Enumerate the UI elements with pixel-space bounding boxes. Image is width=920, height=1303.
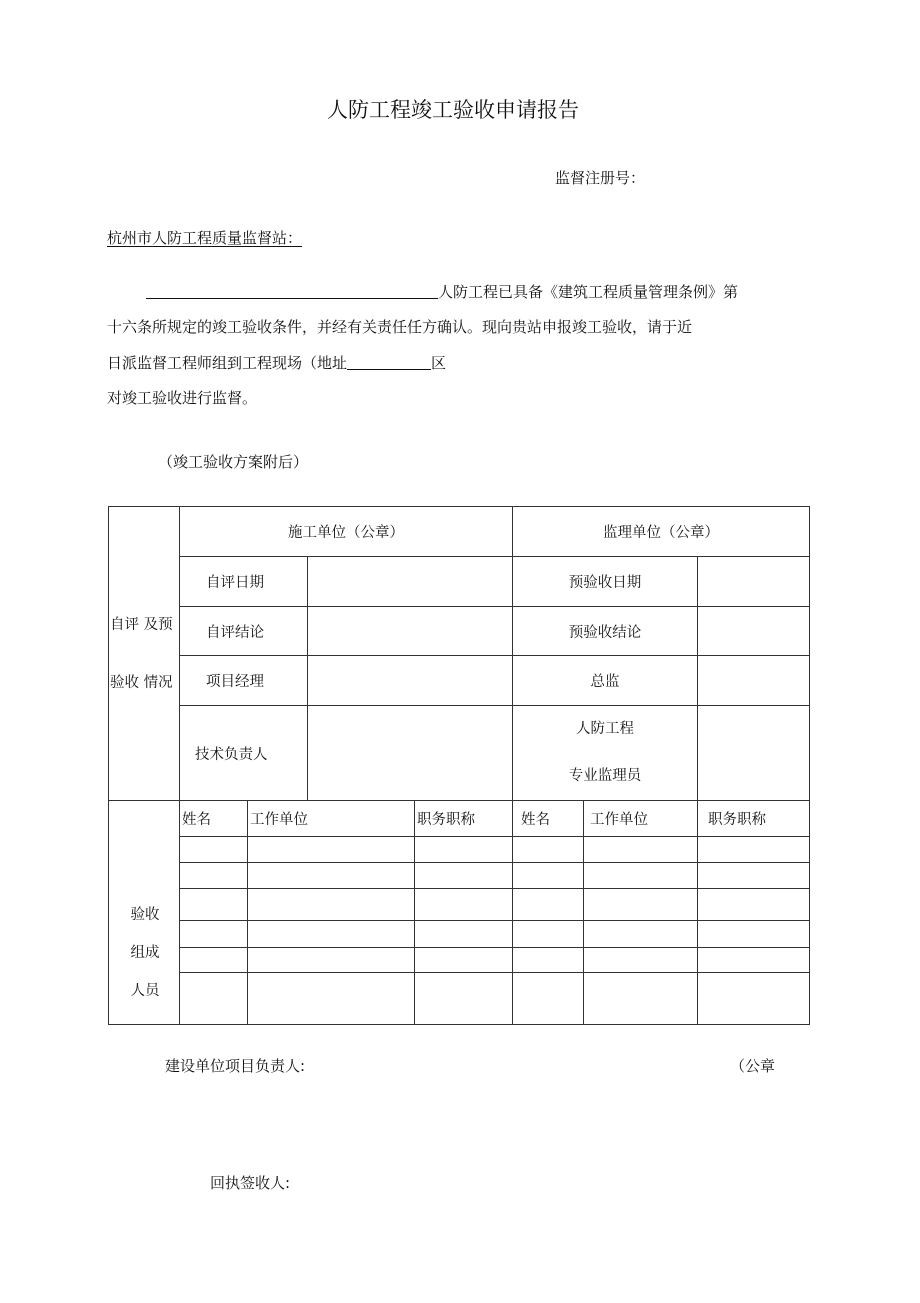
member-cell[interactable] (180, 948, 248, 973)
paragraph-text-3b: 区 (431, 354, 447, 372)
attachment-note: （竣工验收方案附后） (158, 453, 309, 471)
member-cell[interactable] (415, 889, 513, 921)
member-cell[interactable] (698, 837, 810, 863)
member-cell[interactable] (513, 837, 584, 863)
self-eval-conclusion-label: 自评结论 (180, 607, 308, 656)
civil-defense-supervisor-label (513, 706, 698, 801)
members-label-line-1: 验收 (130, 907, 160, 923)
technical-lead-value[interactable] (308, 706, 513, 801)
self-eval-section-label (109, 507, 180, 801)
member-cell[interactable] (180, 889, 248, 921)
member-cell[interactable] (584, 973, 698, 1025)
technical-lead-label: 技术负责人 (180, 706, 308, 801)
member-row (109, 973, 810, 1025)
member-row (109, 863, 810, 889)
member-cell[interactable] (513, 889, 584, 921)
member-cell[interactable] (180, 837, 248, 863)
civil-defense-supervisor-value[interactable] (698, 706, 810, 801)
paragraph-line-2: 十六条所规定的竣工验收条件，并经有关责任任方确认。现向贵站申报竣工验收，请于近 (107, 318, 693, 336)
self-eval-date-label: 自评日期 (180, 557, 308, 607)
paragraph-line-1 (146, 281, 738, 302)
members-header-unit-2: 工作单位 (584, 801, 698, 837)
member-cell[interactable] (698, 973, 810, 1025)
registration-number-label: 监督注册号： (555, 169, 646, 187)
pre-acceptance-date-label: 预验收日期 (513, 557, 698, 607)
contractor-header: 施工单位（公章） (180, 507, 513, 557)
builder-signature-label: 建设单位项目负责人: (165, 1057, 306, 1075)
member-row (109, 837, 810, 863)
civil-defense-supervisor-label-a: 人防工程 (576, 721, 634, 737)
members-header-title-1: 职务职称 (415, 801, 513, 837)
members-label-line-3: 人员 (130, 983, 160, 999)
member-cell[interactable] (513, 863, 584, 889)
member-cell[interactable] (415, 837, 513, 863)
civil-defense-supervisor-label-b: 专业监理员 (568, 768, 642, 784)
member-cell[interactable] (415, 921, 513, 948)
member-cell[interactable] (415, 973, 513, 1025)
members-header-unit-1: 工作单位 (248, 801, 415, 837)
project-manager-label: 项目经理 (180, 656, 308, 706)
member-cell[interactable] (415, 863, 513, 889)
member-row (109, 921, 810, 948)
member-cell[interactable] (180, 863, 248, 889)
seal-label: （公章 (730, 1057, 776, 1075)
member-cell[interactable] (698, 863, 810, 889)
chief-supervisor-label: 总监 (513, 656, 698, 706)
member-cell[interactable] (180, 921, 248, 948)
member-cell[interactable] (698, 948, 810, 973)
member-cell[interactable] (415, 948, 513, 973)
pre-acceptance-conclusion-label: 预验收结论 (513, 607, 698, 656)
members-label-line-2: 组成 (130, 945, 160, 961)
member-cell[interactable] (698, 921, 810, 948)
self-eval-date-value[interactable] (308, 557, 513, 607)
pre-acceptance-conclusion-value[interactable] (698, 607, 810, 656)
supervisor-header: 监理单位（公章） (513, 507, 810, 557)
self-eval-label-line-1: 自评 及预 (110, 616, 173, 633)
member-cell[interactable] (584, 837, 698, 863)
receipt-signature-label: 回执签收人: (210, 1174, 291, 1192)
self-eval-label-line-2: 验收 情况 (110, 674, 173, 691)
member-cell[interactable] (698, 889, 810, 921)
paragraph-text-1: 人防工程已具备《建筑工程质量管理条例》第 (438, 283, 739, 301)
acceptance-members-label (109, 801, 180, 1025)
member-cell[interactable] (584, 921, 698, 948)
members-header-title-2: 职务职称 (698, 801, 810, 837)
paragraph-line-3 (107, 352, 446, 373)
member-cell[interactable] (584, 863, 698, 889)
member-cell[interactable] (513, 948, 584, 973)
pre-acceptance-date-value[interactable] (698, 557, 810, 607)
recipient: 杭州市人防工程质量监督站： (107, 229, 303, 247)
member-cell[interactable] (248, 889, 415, 921)
member-cell[interactable] (248, 921, 415, 948)
paragraph-line-4: 对竣工验收进行监督。 (107, 389, 258, 407)
project-manager-value[interactable] (308, 656, 513, 706)
member-cell[interactable] (180, 973, 248, 1025)
page-title: 人防工程竣工验收申请报告 (327, 98, 579, 122)
member-row (109, 948, 810, 973)
member-cell[interactable] (513, 921, 584, 948)
paragraph-text-3a: 日派监督工程师组到工程现场（地址 (107, 354, 348, 372)
member-row (109, 889, 810, 921)
project-name-blank[interactable] (146, 284, 438, 299)
member-cell[interactable] (248, 837, 415, 863)
address-blank[interactable] (347, 355, 431, 370)
member-cell[interactable] (584, 948, 698, 973)
chief-supervisor-value[interactable] (698, 656, 810, 706)
member-cell[interactable] (248, 973, 415, 1025)
member-cell[interactable] (248, 863, 415, 889)
members-header-name-1: 姓名 (180, 801, 248, 837)
member-cell[interactable] (584, 889, 698, 921)
members-header-name-2: 姓名 (513, 801, 584, 837)
acceptance-table (108, 506, 810, 1025)
member-cell[interactable] (248, 948, 415, 973)
self-eval-conclusion-value[interactable] (308, 607, 513, 656)
member-cell[interactable] (513, 973, 584, 1025)
